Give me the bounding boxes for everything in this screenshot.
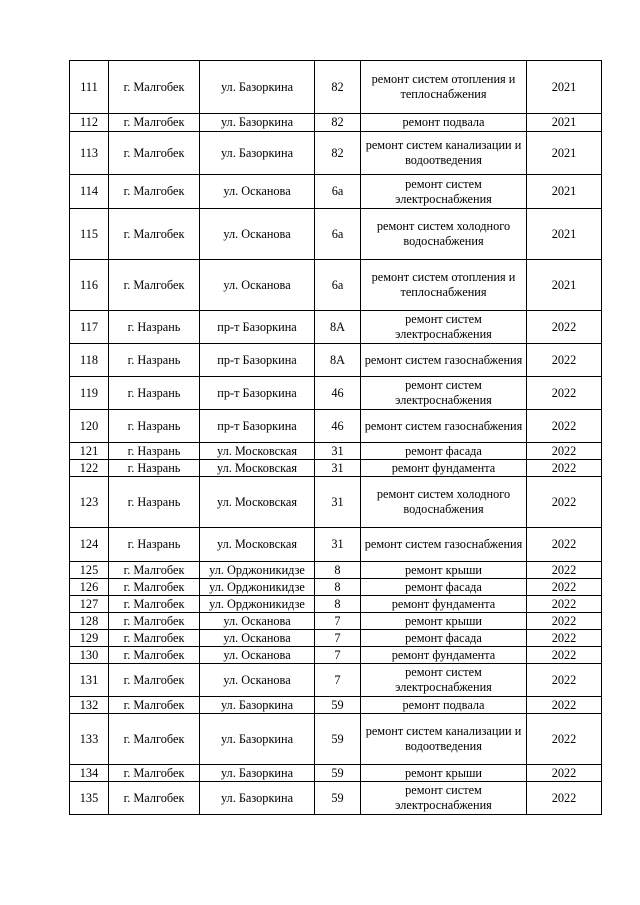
- table-body: [70, 61, 602, 815]
- row-number-cell: 122: [70, 460, 109, 477]
- row-number-cell: 128: [70, 613, 109, 630]
- work-type-cell: ремонт систем электроснабжения: [361, 311, 527, 344]
- year-cell: 2022: [527, 443, 602, 460]
- city-cell: г. Малгобек: [109, 664, 200, 697]
- house-number-cell: 7: [315, 630, 361, 647]
- city-cell: г. Назрань: [109, 377, 200, 410]
- year-cell: 2022: [527, 765, 602, 782]
- table-row: [70, 630, 602, 647]
- work-type-cell: ремонт фундамента: [361, 647, 527, 664]
- row-number-cell: 116: [70, 260, 109, 311]
- street-cell: ул. Базоркина: [200, 782, 315, 815]
- row-number-cell: 119: [70, 377, 109, 410]
- city-cell: г. Малгобек: [109, 613, 200, 630]
- work-type-cell: ремонт систем отопления и теплоснабжения: [361, 260, 527, 311]
- city-cell: г. Малгобек: [109, 596, 200, 613]
- year-cell: 2022: [527, 596, 602, 613]
- table-row: [70, 175, 602, 209]
- street-cell: ул. Московская: [200, 477, 315, 528]
- city-cell: г. Назрань: [109, 344, 200, 377]
- city-cell: г. Малгобек: [109, 562, 200, 579]
- street-cell: ул. Орджоникидзе: [200, 579, 315, 596]
- house-number-cell: 31: [315, 460, 361, 477]
- street-cell: ул. Московская: [200, 443, 315, 460]
- table-row: [70, 647, 602, 664]
- house-number-cell: 6а: [315, 175, 361, 209]
- city-cell: г. Малгобек: [109, 647, 200, 664]
- street-cell: ул. Осканова: [200, 647, 315, 664]
- street-cell: ул. Базоркина: [200, 714, 315, 765]
- row-number-cell: 135: [70, 782, 109, 815]
- year-cell: 2021: [527, 114, 602, 132]
- table-row: [70, 765, 602, 782]
- city-cell: г. Малгобек: [109, 61, 200, 114]
- table-row: [70, 460, 602, 477]
- table-row: [70, 132, 602, 175]
- year-cell: 2022: [527, 377, 602, 410]
- row-number-cell: 126: [70, 579, 109, 596]
- house-number-cell: 82: [315, 114, 361, 132]
- table-row: [70, 311, 602, 344]
- street-cell: ул. Орджоникидзе: [200, 562, 315, 579]
- city-cell: г. Малгобек: [109, 114, 200, 132]
- table-row: [70, 477, 602, 528]
- row-number-cell: 125: [70, 562, 109, 579]
- city-cell: г. Малгобек: [109, 697, 200, 714]
- year-cell: 2021: [527, 209, 602, 260]
- table-row: [70, 114, 602, 132]
- table-row: [70, 344, 602, 377]
- work-type-cell: ремонт фасада: [361, 443, 527, 460]
- city-cell: г. Малгобек: [109, 209, 200, 260]
- street-cell: ул. Осканова: [200, 209, 315, 260]
- table-row: [70, 664, 602, 697]
- row-number-cell: 124: [70, 528, 109, 562]
- house-number-cell: 82: [315, 61, 361, 114]
- year-cell: 2022: [527, 477, 602, 528]
- year-cell: 2021: [527, 132, 602, 175]
- work-type-cell: ремонт систем электроснабжения: [361, 377, 527, 410]
- street-cell: ул. Орджоникидзе: [200, 596, 315, 613]
- work-type-cell: ремонт подвала: [361, 697, 527, 714]
- row-number-cell: 118: [70, 344, 109, 377]
- street-cell: ул. Базоркина: [200, 697, 315, 714]
- row-number-cell: 115: [70, 209, 109, 260]
- house-number-cell: 8: [315, 596, 361, 613]
- work-type-cell: ремонт систем газоснабжения: [361, 344, 527, 377]
- work-type-cell: ремонт крыши: [361, 613, 527, 630]
- house-number-cell: 8А: [315, 344, 361, 377]
- row-number-cell: 130: [70, 647, 109, 664]
- row-number-cell: 123: [70, 477, 109, 528]
- table-row: [70, 209, 602, 260]
- city-cell: г. Назрань: [109, 528, 200, 562]
- year-cell: 2021: [527, 260, 602, 311]
- work-type-cell: ремонт систем холодного водоснабжения: [361, 209, 527, 260]
- work-type-cell: ремонт систем канализации и водоотведения: [361, 714, 527, 765]
- city-cell: г. Малгобек: [109, 579, 200, 596]
- work-type-cell: ремонт систем электроснабжения: [361, 664, 527, 697]
- city-cell: г. Назрань: [109, 443, 200, 460]
- house-number-cell: 31: [315, 443, 361, 460]
- street-cell: ул. Базоркина: [200, 114, 315, 132]
- work-type-cell: ремонт систем электроснабжения: [361, 782, 527, 815]
- year-cell: 2022: [527, 664, 602, 697]
- house-number-cell: 6а: [315, 260, 361, 311]
- street-cell: ул. Осканова: [200, 175, 315, 209]
- house-number-cell: 31: [315, 528, 361, 562]
- work-type-cell: ремонт систем газоснабжения: [361, 410, 527, 443]
- city-cell: г. Малгобек: [109, 260, 200, 311]
- house-number-cell: 59: [315, 714, 361, 765]
- year-cell: 2022: [527, 460, 602, 477]
- work-type-cell: ремонт фундамента: [361, 596, 527, 613]
- city-cell: г. Назрань: [109, 410, 200, 443]
- year-cell: 2022: [527, 410, 602, 443]
- table-row: [70, 562, 602, 579]
- table-row: [70, 782, 602, 815]
- row-number-cell: 111: [70, 61, 109, 114]
- street-cell: ул. Московская: [200, 528, 315, 562]
- house-number-cell: 46: [315, 410, 361, 443]
- work-type-cell: ремонт систем электроснабжения: [361, 175, 527, 209]
- street-cell: пр-т Базоркина: [200, 377, 315, 410]
- row-number-cell: 120: [70, 410, 109, 443]
- row-number-cell: 132: [70, 697, 109, 714]
- year-cell: 2022: [527, 697, 602, 714]
- work-type-cell: ремонт систем отопления и теплоснабжения: [361, 61, 527, 114]
- row-number-cell: 117: [70, 311, 109, 344]
- table-row: [70, 410, 602, 443]
- table-row: [70, 579, 602, 596]
- table-row: [70, 443, 602, 460]
- year-cell: 2022: [527, 311, 602, 344]
- house-number-cell: 6а: [315, 209, 361, 260]
- street-cell: пр-т Базоркина: [200, 410, 315, 443]
- year-cell: 2021: [527, 175, 602, 209]
- table-row: [70, 613, 602, 630]
- city-cell: г. Назрань: [109, 477, 200, 528]
- work-type-cell: ремонт систем газоснабжения: [361, 528, 527, 562]
- table-row: [70, 260, 602, 311]
- table-row: [70, 61, 602, 114]
- house-number-cell: 82: [315, 132, 361, 175]
- table-row: [70, 377, 602, 410]
- row-number-cell: 113: [70, 132, 109, 175]
- street-cell: ул. Осканова: [200, 260, 315, 311]
- year-cell: 2022: [527, 647, 602, 664]
- year-cell: 2022: [527, 630, 602, 647]
- work-type-cell: ремонт крыши: [361, 765, 527, 782]
- street-cell: ул. Осканова: [200, 664, 315, 697]
- city-cell: г. Малгобек: [109, 132, 200, 175]
- street-cell: ул. Базоркина: [200, 765, 315, 782]
- row-number-cell: 112: [70, 114, 109, 132]
- city-cell: г. Назрань: [109, 311, 200, 344]
- city-cell: г. Малгобек: [109, 630, 200, 647]
- street-cell: ул. Московская: [200, 460, 315, 477]
- row-number-cell: 134: [70, 765, 109, 782]
- street-cell: ул. Осканова: [200, 613, 315, 630]
- street-cell: пр-т Базоркина: [200, 344, 315, 377]
- house-number-cell: 7: [315, 664, 361, 697]
- house-number-cell: 7: [315, 613, 361, 630]
- work-type-cell: ремонт фасада: [361, 630, 527, 647]
- year-cell: 2022: [527, 579, 602, 596]
- house-number-cell: 8А: [315, 311, 361, 344]
- year-cell: 2022: [527, 562, 602, 579]
- table-row: [70, 714, 602, 765]
- row-number-cell: 127: [70, 596, 109, 613]
- street-cell: пр-т Базоркина: [200, 311, 315, 344]
- year-cell: 2022: [527, 344, 602, 377]
- year-cell: 2022: [527, 613, 602, 630]
- house-number-cell: 59: [315, 765, 361, 782]
- city-cell: г. Малгобек: [109, 714, 200, 765]
- table-row: [70, 596, 602, 613]
- year-cell: 2022: [527, 714, 602, 765]
- house-number-cell: 7: [315, 647, 361, 664]
- work-type-cell: ремонт крыши: [361, 562, 527, 579]
- work-type-cell: ремонт систем канализации и водоотведения: [361, 132, 527, 175]
- year-cell: 2022: [527, 782, 602, 815]
- street-cell: ул. Осканова: [200, 630, 315, 647]
- row-number-cell: 131: [70, 664, 109, 697]
- street-cell: ул. Базоркина: [200, 61, 315, 114]
- city-cell: г. Малгобек: [109, 765, 200, 782]
- house-number-cell: 8: [315, 562, 361, 579]
- repair-schedule-table: [69, 60, 602, 815]
- house-number-cell: 8: [315, 579, 361, 596]
- work-type-cell: ремонт фасада: [361, 579, 527, 596]
- house-number-cell: 46: [315, 377, 361, 410]
- work-type-cell: ремонт фундамента: [361, 460, 527, 477]
- row-number-cell: 133: [70, 714, 109, 765]
- row-number-cell: 114: [70, 175, 109, 209]
- work-type-cell: ремонт систем холодного водоснабжения: [361, 477, 527, 528]
- work-type-cell: ремонт подвала: [361, 114, 527, 132]
- house-number-cell: 31: [315, 477, 361, 528]
- year-cell: 2022: [527, 528, 602, 562]
- city-cell: г. Малгобек: [109, 175, 200, 209]
- house-number-cell: 59: [315, 782, 361, 815]
- year-cell: 2021: [527, 61, 602, 114]
- row-number-cell: 121: [70, 443, 109, 460]
- city-cell: г. Назрань: [109, 460, 200, 477]
- city-cell: г. Малгобек: [109, 782, 200, 815]
- house-number-cell: 59: [315, 697, 361, 714]
- table-row: [70, 697, 602, 714]
- street-cell: ул. Базоркина: [200, 132, 315, 175]
- row-number-cell: 129: [70, 630, 109, 647]
- table-row: [70, 528, 602, 562]
